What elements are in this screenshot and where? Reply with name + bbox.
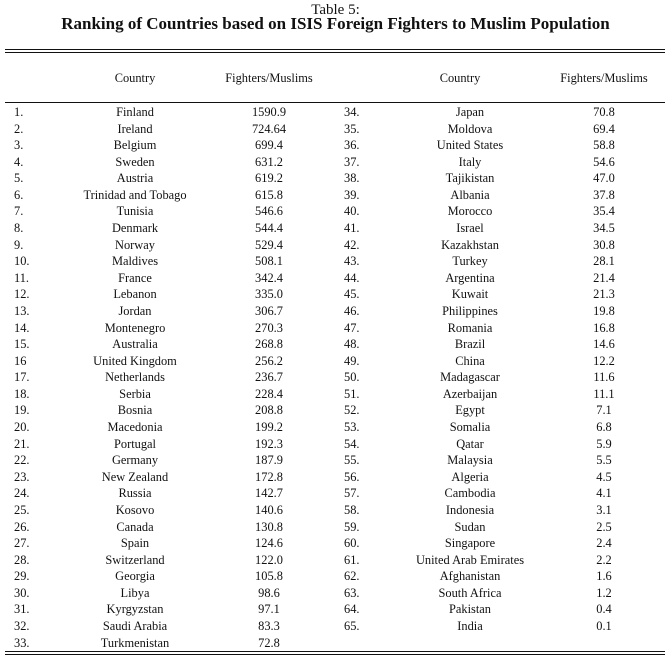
country-cell: Albania xyxy=(450,188,490,202)
rank-cell: 37. xyxy=(344,155,360,169)
ratio-cell: 5.5 xyxy=(596,453,612,467)
rank-cell: 17. xyxy=(14,370,30,384)
top-rule-lower xyxy=(5,52,665,53)
rank-cell: 48. xyxy=(344,337,360,351)
table-caption: Table 5: xyxy=(311,2,360,18)
country-cell: Denmark xyxy=(111,221,159,235)
rank-cell: 33. xyxy=(14,636,30,650)
country-cell: United Arab Emirates xyxy=(415,553,525,567)
country-cell: Belgium xyxy=(113,138,157,152)
rank-cell: 21. xyxy=(14,437,30,451)
ratio-cell: 1.2 xyxy=(596,586,612,600)
rank-cell: 3. xyxy=(14,138,24,152)
country-cell: Macedonia xyxy=(107,420,163,434)
ratio-cell: 529.4 xyxy=(255,238,283,252)
ratio-cell: 7.1 xyxy=(596,403,612,417)
ratio-cell: 631.2 xyxy=(255,155,283,169)
country-cell: Madagascar xyxy=(440,370,500,384)
ratio-cell: 35.4 xyxy=(593,204,615,218)
country-cell: Azerbaijan xyxy=(442,387,498,401)
country-cell: South Africa xyxy=(438,586,502,600)
country-cell: Algeria xyxy=(451,470,489,484)
country-cell: Italy xyxy=(458,155,482,169)
ratio-cell: 2.5 xyxy=(596,520,612,534)
ratio-cell: 142.7 xyxy=(255,486,283,500)
rank-cell: 25. xyxy=(14,503,30,517)
rank-cell: 29. xyxy=(14,569,30,583)
ratio-cell: 21.4 xyxy=(593,271,615,285)
ratio-cell: 335.0 xyxy=(255,287,283,301)
country-cell: Singapore xyxy=(444,536,496,550)
ratio-cell: 2.2 xyxy=(596,553,612,567)
rank-cell: 58. xyxy=(344,503,360,517)
ratio-cell: 37.8 xyxy=(593,188,615,202)
rank-cell: 13. xyxy=(14,304,30,318)
country-cell: Austria xyxy=(116,171,154,185)
rank-cell: 59. xyxy=(344,520,360,534)
country-cell: Russia xyxy=(118,486,152,500)
rank-cell: 19. xyxy=(14,403,30,417)
rank-cell: 64. xyxy=(344,602,360,616)
ratio-cell: 16.8 xyxy=(593,321,615,335)
rank-cell: 34. xyxy=(344,105,360,119)
rank-cell: 1. xyxy=(14,105,24,119)
country-cell: Kazakhstan xyxy=(441,238,499,252)
country-cell: Turkey xyxy=(452,254,488,268)
country-cell: Cambodia xyxy=(444,486,496,500)
rank-cell: 15. xyxy=(14,337,30,351)
country-cell: Japan xyxy=(455,105,485,119)
country-cell: Turkmenistan xyxy=(100,636,170,650)
country-cell: Norway xyxy=(115,238,155,252)
ratio-cell: 30.8 xyxy=(593,238,615,252)
ratio-cell: 11.6 xyxy=(593,370,615,384)
country-cell: Sweden xyxy=(115,155,155,169)
country-cell: Brazil xyxy=(454,337,486,351)
rank-cell: 38. xyxy=(344,171,360,185)
ratio-cell: 14.6 xyxy=(593,337,615,351)
country-cell: Germany xyxy=(111,453,159,467)
rank-cell: 28. xyxy=(14,553,30,567)
rank-cell: 56. xyxy=(344,470,360,484)
rank-cell: 52. xyxy=(344,403,360,417)
rank-cell: 16 xyxy=(14,354,27,368)
country-cell: Maldives xyxy=(111,254,159,268)
rank-cell: 18. xyxy=(14,387,30,401)
ratio-cell: 546.6 xyxy=(255,204,283,218)
ratio-cell: 21.3 xyxy=(593,287,615,301)
ratio-cell: 54.6 xyxy=(593,155,615,169)
country-cell: Jordan xyxy=(118,304,152,318)
country-cell: Ireland xyxy=(117,122,153,136)
rank-cell: 32. xyxy=(14,619,30,633)
country-cell: Sudan xyxy=(454,520,486,534)
ratio-cell: 97.1 xyxy=(258,602,280,616)
rank-cell: 51. xyxy=(344,387,360,401)
country-cell: Romania xyxy=(447,321,493,335)
rank-cell: 10. xyxy=(14,254,30,268)
ratio-cell: 12.2 xyxy=(593,354,615,368)
rank-cell: 14. xyxy=(14,321,30,335)
ratio-cell: 615.8 xyxy=(255,188,283,202)
ratio-cell: 306.7 xyxy=(255,304,283,318)
ratio-cell: 105.8 xyxy=(255,569,283,583)
country-cell: Egypt xyxy=(455,403,485,417)
ratio-cell: 28.1 xyxy=(593,254,615,268)
ratio-cell: 122.0 xyxy=(255,553,283,567)
country-cell: Spain xyxy=(120,536,150,550)
rank-cell: 40. xyxy=(344,204,360,218)
ratio-cell: 4.5 xyxy=(596,470,612,484)
ratio-cell: 6.8 xyxy=(596,420,612,434)
rank-cell: 2. xyxy=(14,122,24,136)
rank-cell: 42. xyxy=(344,238,360,252)
rank-cell: 45. xyxy=(344,287,360,301)
country-cell: United Kingdom xyxy=(93,354,177,368)
country-cell: Kosovo xyxy=(115,503,155,517)
ratio-cell: 199.2 xyxy=(255,420,283,434)
rank-cell: 26. xyxy=(14,520,30,534)
rank-cell: 20. xyxy=(14,420,30,434)
rank-cell: 62. xyxy=(344,569,360,583)
ratio-cell: 208.8 xyxy=(255,403,283,417)
ratio-cell: 187.9 xyxy=(255,453,283,467)
ratio-cell: 0.1 xyxy=(596,619,612,633)
rank-cell: 61. xyxy=(344,553,360,567)
country-cell: France xyxy=(118,271,152,285)
country-cell: Lebanon xyxy=(113,287,157,301)
country-cell: Kuwait xyxy=(451,287,489,301)
country-cell: Montenegro xyxy=(104,321,166,335)
rank-cell: 60. xyxy=(344,536,360,550)
country-cell: Qatar xyxy=(456,437,484,451)
rank-cell: 4. xyxy=(14,155,24,169)
rank-cell: 9. xyxy=(14,238,24,252)
header-rule xyxy=(5,102,665,103)
country-cell: Australia xyxy=(112,337,158,351)
rank-cell: 27. xyxy=(14,536,30,550)
ratio-cell: 47.0 xyxy=(593,171,615,185)
country-cell: India xyxy=(457,619,483,633)
rank-cell: 55. xyxy=(344,453,360,467)
country-cell: Tunisia xyxy=(116,204,154,218)
ratio-cell: 4.1 xyxy=(596,486,612,500)
ratio-cell: 236.7 xyxy=(255,370,283,384)
rank-cell: 30. xyxy=(14,586,30,600)
rank-cell: 41. xyxy=(344,221,360,235)
rank-cell: 24. xyxy=(14,486,30,500)
rank-cell: 47. xyxy=(344,321,360,335)
country-cell: Portugal xyxy=(114,437,156,451)
country-cell: Moldova xyxy=(447,122,493,136)
ratio-cell: 70.8 xyxy=(593,105,615,119)
rank-cell: 6. xyxy=(14,188,24,202)
rank-cell: 57. xyxy=(344,486,360,500)
rank-cell: 11. xyxy=(14,271,30,285)
ratio-cell: 3.1 xyxy=(596,503,612,517)
header-right-country: Country xyxy=(439,71,481,85)
ratio-cell: 130.8 xyxy=(255,520,283,534)
ratio-cell: 192.3 xyxy=(255,437,283,451)
country-cell: Malaysia xyxy=(447,453,493,467)
ratio-cell: 544.4 xyxy=(255,221,283,235)
ratio-cell: 256.2 xyxy=(255,354,283,368)
country-cell: Somalia xyxy=(449,420,491,434)
country-cell: Canada xyxy=(116,520,154,534)
rank-cell: 8. xyxy=(14,221,24,235)
ratio-cell: 268.8 xyxy=(255,337,283,351)
ratio-cell: 508.1 xyxy=(255,254,283,268)
ratio-cell: 11.1 xyxy=(593,387,615,401)
country-cell: Saudi Arabia xyxy=(102,619,168,633)
bottom-rule-upper xyxy=(5,651,665,652)
ratio-cell: 2.4 xyxy=(596,536,612,550)
ratio-cell: 1.6 xyxy=(596,569,612,583)
rank-cell: 43. xyxy=(344,254,360,268)
rank-cell: 35. xyxy=(344,122,360,136)
rank-cell: 22. xyxy=(14,453,30,467)
country-cell: Morocco xyxy=(447,204,493,218)
rank-cell: 5. xyxy=(14,171,24,185)
country-cell: New Zealand xyxy=(101,470,169,484)
ratio-cell: 0.4 xyxy=(596,602,612,616)
country-cell: Switzerland xyxy=(105,553,165,567)
rank-cell: 53. xyxy=(344,420,360,434)
header-right-ratio: Fighters/Muslims xyxy=(560,71,648,85)
ratio-cell: 140.6 xyxy=(255,503,283,517)
ratio-cell: 124.6 xyxy=(255,536,283,550)
ratio-cell: 5.9 xyxy=(596,437,612,451)
ratio-cell: 172.8 xyxy=(255,470,283,484)
rank-cell: 49. xyxy=(344,354,360,368)
rank-cell: 36. xyxy=(344,138,360,152)
rank-cell: 44. xyxy=(344,271,360,285)
header-left-ratio: Fighters/Muslims xyxy=(225,71,313,85)
country-cell: Philippines xyxy=(442,304,498,318)
country-cell: Pakistan xyxy=(449,602,491,616)
country-cell: Bosnia xyxy=(117,403,153,417)
country-cell: Indonesia xyxy=(445,503,495,517)
country-cell: Serbia xyxy=(119,387,151,401)
ratio-cell: 58.8 xyxy=(593,138,615,152)
ratio-cell: 270.3 xyxy=(255,321,283,335)
ratio-cell: 69.4 xyxy=(593,122,615,136)
rank-cell: 23. xyxy=(14,470,30,484)
ratio-cell: 1590.9 xyxy=(251,105,287,119)
country-cell: Tajikistan xyxy=(445,171,495,185)
ratio-cell: 342.4 xyxy=(255,271,283,285)
header-left-country: Country xyxy=(114,71,156,85)
country-cell: Georgia xyxy=(115,569,155,583)
country-cell: Argentina xyxy=(445,271,495,285)
rank-cell: 12. xyxy=(14,287,30,301)
bottom-rule-lower xyxy=(5,654,665,655)
rank-cell: 63. xyxy=(344,586,360,600)
country-cell: Finland xyxy=(116,105,154,119)
rank-cell: 39. xyxy=(344,188,360,202)
country-cell: Netherlands xyxy=(105,370,165,384)
country-cell: Trinidad and Tobago xyxy=(83,188,187,202)
rank-cell: 54. xyxy=(344,437,360,451)
ratio-cell: 699.4 xyxy=(255,138,283,152)
rank-cell: 46. xyxy=(344,304,360,318)
country-cell: China xyxy=(455,354,485,368)
ratio-cell: 228.4 xyxy=(255,387,283,401)
top-rule-upper xyxy=(5,49,665,50)
country-cell: United States xyxy=(436,138,504,152)
ratio-cell: 619.2 xyxy=(255,171,283,185)
country-cell: Afghanistan xyxy=(439,569,501,583)
ratio-cell: 83.3 xyxy=(258,619,280,633)
country-cell: Israel xyxy=(456,221,484,235)
rank-cell: 31. xyxy=(14,602,30,616)
ratio-cell: 34.5 xyxy=(593,221,615,235)
ratio-cell: 72.8 xyxy=(258,636,280,650)
country-cell: Kyrgyzstan xyxy=(106,602,164,616)
ratio-cell: 98.6 xyxy=(258,586,280,600)
rank-cell: 50. xyxy=(344,370,360,384)
country-cell: Libya xyxy=(120,586,150,600)
ratio-cell: 724.64 xyxy=(251,122,287,136)
rank-cell: 65. xyxy=(344,619,360,633)
ratio-cell: 19.8 xyxy=(593,304,615,318)
rank-cell: 7. xyxy=(14,204,24,218)
table-title: Ranking of Countries based on ISIS Foreign Fighters to Muslim Population xyxy=(61,14,610,33)
